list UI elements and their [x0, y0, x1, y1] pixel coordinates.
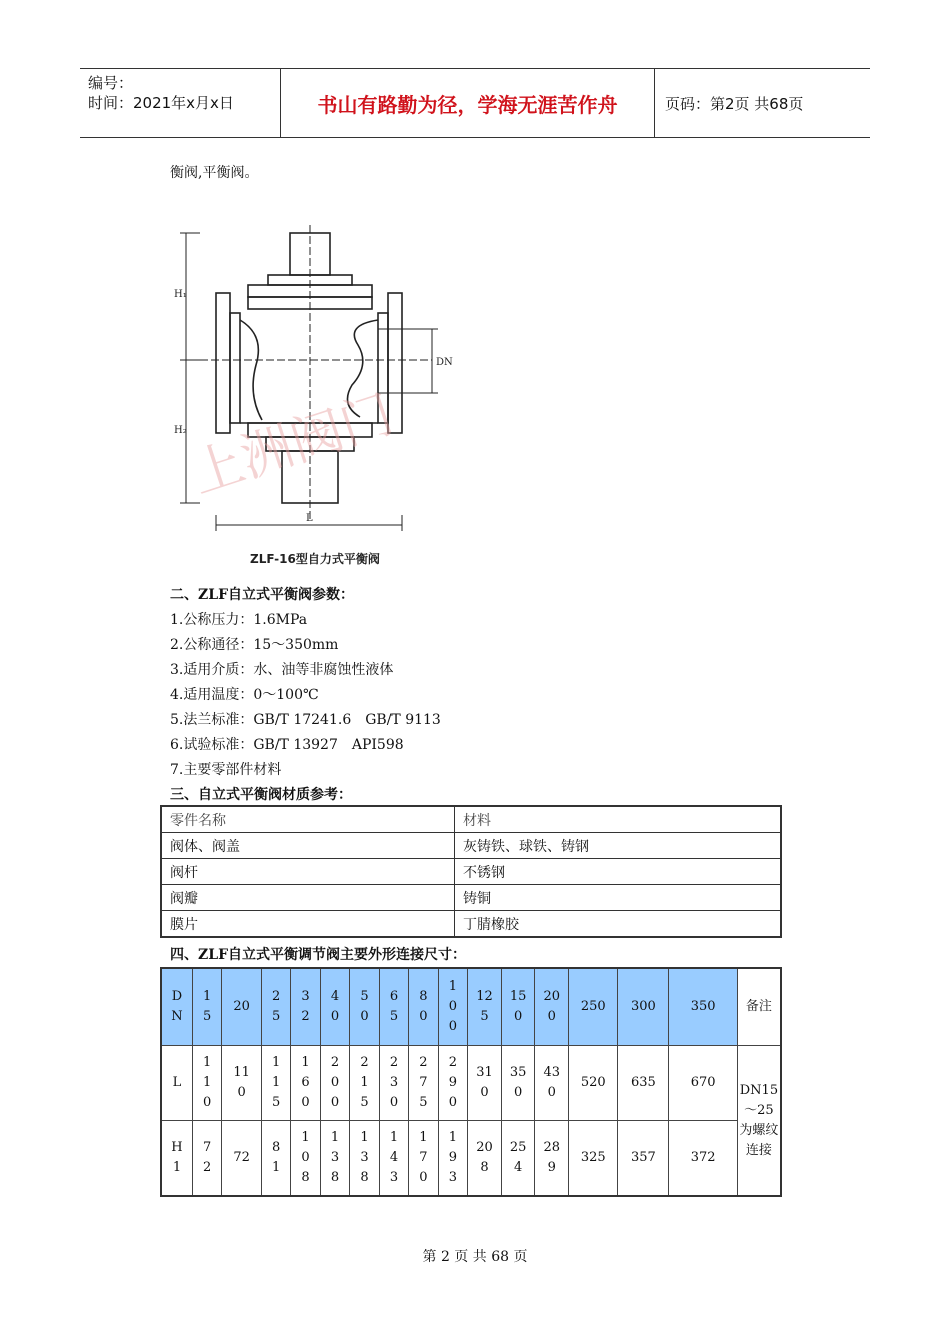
table-cell: 零件名称	[161, 806, 455, 833]
header-meta	[80, 69, 281, 137]
table-header-row	[161, 968, 781, 1046]
header-motto: 书山有路勤为径，学海无涯苦作舟	[281, 69, 655, 137]
cell-text: 230	[389, 1055, 399, 1110]
intro-text: 衡阀,平衡阀。	[170, 165, 259, 181]
table-cell	[618, 968, 669, 1046]
table-row	[161, 833, 781, 859]
table-row	[161, 1121, 781, 1197]
table-cell	[320, 1121, 349, 1197]
table-cell	[438, 1046, 467, 1121]
cell-text: 80	[419, 989, 428, 1024]
cell-text: 110	[203, 1055, 212, 1110]
table-cell	[569, 968, 618, 1046]
table-cell	[569, 1046, 618, 1121]
watermark-text: 上洲阀门	[184, 384, 401, 506]
figure-caption: ZLF-16型自力式平衡阀	[250, 552, 380, 566]
table-cell	[350, 1046, 379, 1121]
table-cell	[222, 1121, 261, 1197]
table-cell: 灰铸铁、球铁、铸钢	[455, 833, 782, 859]
table-cell	[261, 1046, 290, 1121]
cell-text: 125	[476, 989, 493, 1024]
parameter-section	[170, 583, 790, 808]
cell-text: 32	[301, 989, 310, 1024]
cell-text: 325	[580, 1150, 606, 1165]
cell-text: 81	[271, 1140, 281, 1175]
cell-text: 72	[233, 1150, 250, 1165]
table-cell	[320, 968, 349, 1046]
table-cell: 阀瓣	[161, 885, 455, 911]
cell-text: 289	[543, 1140, 561, 1175]
cell-text: 200	[543, 989, 561, 1024]
cell-text: 300	[630, 999, 656, 1014]
dimension-table	[160, 967, 782, 1197]
table-cell	[161, 1121, 192, 1197]
header-number: 编号：	[88, 74, 134, 92]
table-row	[161, 885, 781, 911]
table-cell	[468, 968, 502, 1046]
param-item: 3.适用介质：水、油等非腐蚀性液体	[170, 662, 394, 678]
table-cell: 材料	[455, 806, 782, 833]
cell-text: 350	[690, 999, 716, 1014]
table-cell	[379, 1046, 408, 1121]
table-cell: 阀杆	[161, 859, 455, 885]
table-cell	[618, 1121, 669, 1197]
cell-text: 357	[630, 1150, 656, 1165]
table-row	[161, 859, 781, 885]
table-cell	[535, 968, 569, 1046]
cell-text: 670	[690, 1075, 716, 1090]
section4-title: 四、ZLF自立式平衡调节阀主要外形连接尺寸：	[170, 947, 467, 963]
cell-text: 50	[360, 989, 369, 1024]
table-cell	[535, 1046, 569, 1121]
param-item: 6.试验标准：GB/T 13927 API598	[170, 737, 404, 753]
cell-text: 备注	[745, 999, 772, 1014]
cell-text: 138	[330, 1130, 340, 1185]
cell-text: 635	[630, 1075, 656, 1090]
param-item: 1.公称压力：1.6MPa	[170, 612, 308, 628]
param-item: 7.主要零部件材料	[170, 762, 282, 778]
table-cell	[379, 968, 408, 1046]
header-time: 时间：2021年x月x日	[88, 94, 234, 112]
cell-text: 100	[448, 979, 458, 1034]
table-cell	[501, 968, 535, 1046]
cell-text: 110	[233, 1065, 250, 1100]
cell-text: 200	[330, 1055, 340, 1110]
table-cell	[501, 1121, 535, 1197]
table-cell	[261, 968, 290, 1046]
material-table	[160, 805, 782, 938]
table-cell	[501, 1046, 535, 1121]
table-cell	[350, 1121, 379, 1197]
table-cell	[222, 1046, 261, 1121]
table-cell	[468, 1046, 502, 1121]
table-cell	[737, 968, 781, 1046]
cell-text: 143	[389, 1130, 399, 1185]
table-cell	[669, 1046, 737, 1121]
page-footer: 第 2 页 共 68 页	[422, 1249, 528, 1265]
cell-text: 25	[271, 989, 281, 1024]
cell-text: 115	[271, 1055, 281, 1110]
h2-label: H₂	[174, 425, 187, 436]
cell-text: 520	[580, 1075, 606, 1090]
h1-label: H₁	[174, 289, 187, 300]
table-cell	[535, 1121, 569, 1197]
table-cell	[438, 968, 467, 1046]
cell-text: 138	[360, 1130, 369, 1185]
table-row	[161, 1046, 781, 1121]
table-cell	[379, 1121, 408, 1197]
table-cell: 铸铜	[455, 885, 782, 911]
table-cell	[291, 1046, 320, 1121]
cell-text: 160	[301, 1055, 310, 1110]
table-cell	[161, 968, 192, 1046]
table-cell	[222, 968, 261, 1046]
table-cell	[569, 1121, 618, 1197]
section2-title: 二、ZLF自立式平衡阀参数：	[170, 587, 355, 603]
table-cell	[192, 968, 221, 1046]
table-cell	[438, 1121, 467, 1197]
cell-text: 208	[476, 1140, 493, 1175]
table-row	[161, 911, 781, 938]
table-cell	[261, 1121, 290, 1197]
cell-text: 65	[389, 989, 399, 1024]
table-cell	[618, 1046, 669, 1121]
cell-text: H1	[171, 1140, 183, 1175]
table-cell	[409, 1121, 438, 1197]
table-cell	[291, 1121, 320, 1197]
table-cell	[409, 1046, 438, 1121]
table-cell: 丁腈橡胶	[455, 911, 782, 938]
cell-text: 72	[203, 1140, 212, 1175]
table-cell	[192, 1046, 221, 1121]
table-cell	[669, 968, 737, 1046]
cell-text: 430	[543, 1065, 561, 1100]
cell-text: 250	[580, 999, 606, 1014]
section3-title: 三、自立式平衡阀材质参考：	[170, 787, 352, 803]
cell-text: 193	[448, 1130, 458, 1185]
table-cell	[320, 1046, 349, 1121]
param-item: 5.法兰标准：GB/T 17241.6 GB/T 9113	[170, 712, 441, 728]
cell-text: 20	[233, 999, 250, 1014]
cell-text: 350	[509, 1065, 527, 1100]
cell-text: 310	[476, 1065, 493, 1100]
header-page-info: 页码：第2页 共68页	[665, 94, 804, 113]
param-item: 2.公称通径：15～350mm	[170, 637, 339, 653]
cell-text: DN	[171, 989, 183, 1024]
table-cell	[669, 1121, 737, 1197]
table-cell: 阀体、阀盖	[161, 833, 455, 859]
valve-drawing	[170, 225, 460, 575]
dn-label: DN	[436, 357, 453, 368]
l-label: L	[306, 513, 313, 524]
cell-text: 150	[509, 989, 527, 1024]
cell-text: 290	[448, 1055, 458, 1110]
note-cell	[737, 1046, 781, 1197]
cell-text: 15	[203, 989, 212, 1024]
note-text: DN15～25为螺纹连接	[739, 1082, 779, 1158]
cell-text: 254	[509, 1140, 527, 1175]
cell-text: 372	[690, 1150, 716, 1165]
table-cell	[161, 1046, 192, 1121]
table-row	[161, 806, 781, 833]
cell-text: 275	[419, 1055, 428, 1110]
table-cell	[291, 968, 320, 1046]
table-cell	[192, 1121, 221, 1197]
cell-text: 215	[360, 1055, 369, 1110]
cell-text: L	[172, 1075, 182, 1090]
cell-text: 170	[419, 1130, 428, 1185]
table-cell	[409, 968, 438, 1046]
table-cell	[468, 1121, 502, 1197]
cell-text: 40	[330, 989, 340, 1024]
cell-text: 108	[301, 1130, 310, 1185]
page-header	[80, 68, 870, 138]
valve-diagram	[170, 225, 460, 575]
param-item: 4.适用温度：0～100℃	[170, 687, 319, 703]
table-cell	[350, 968, 379, 1046]
table-cell: 膜片	[161, 911, 455, 938]
table-cell: 不锈钢	[455, 859, 782, 885]
